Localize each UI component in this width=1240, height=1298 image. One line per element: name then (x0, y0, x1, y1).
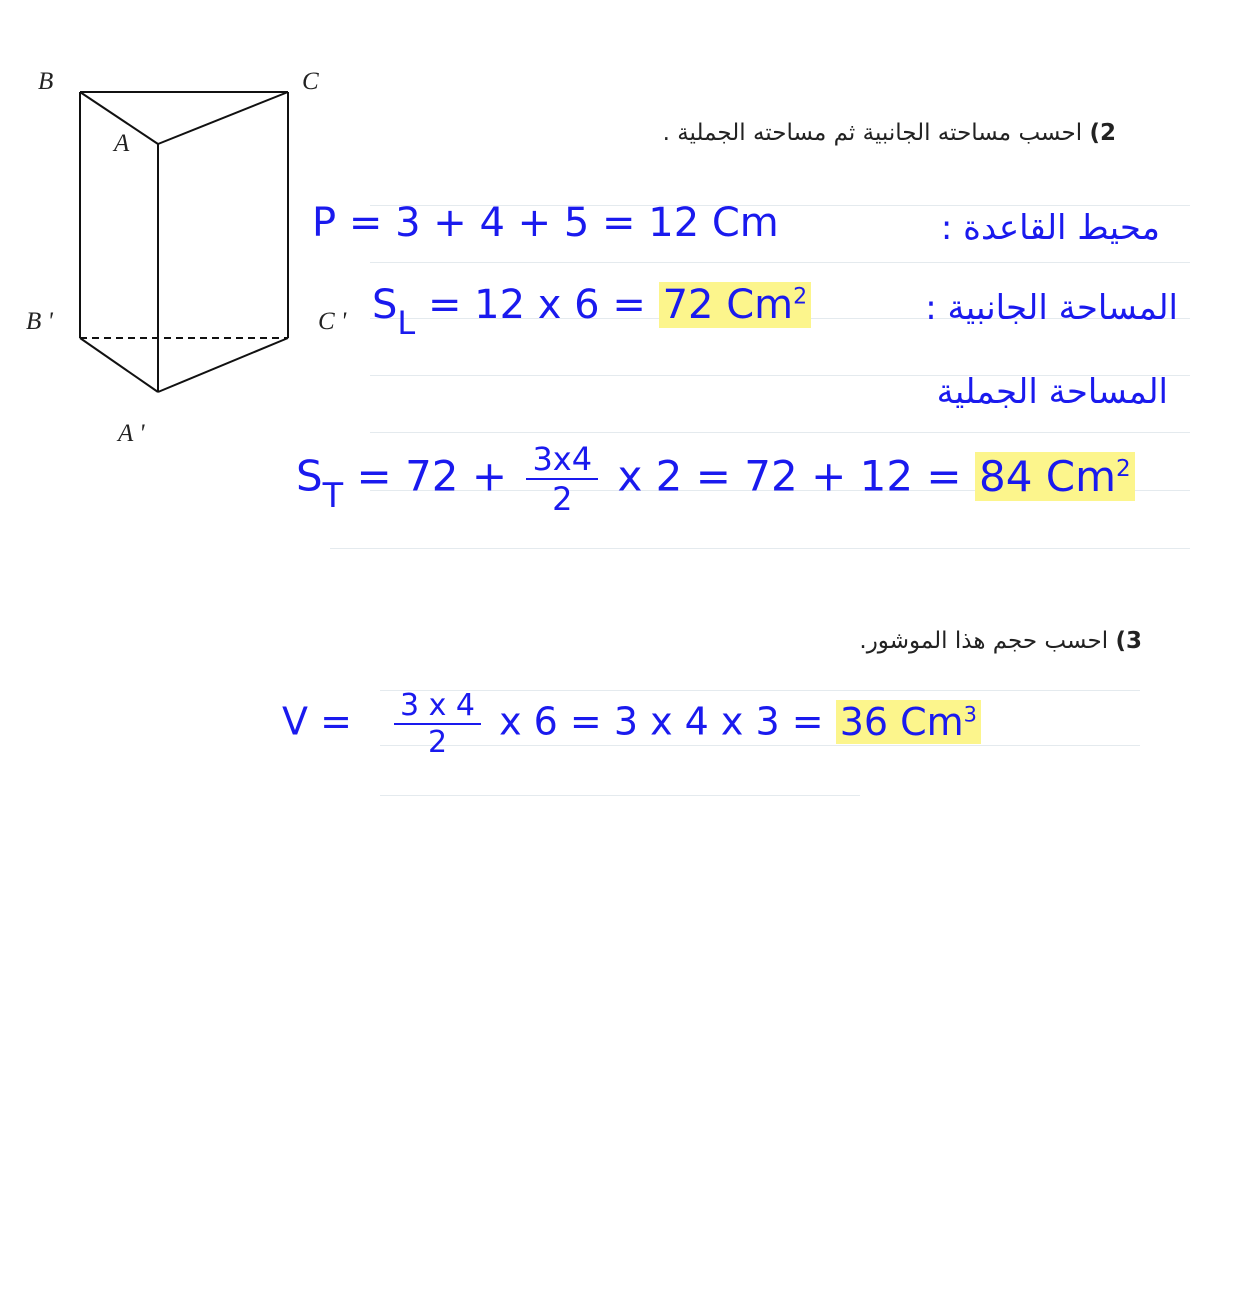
total-fraction-numerator: 3x4 (526, 440, 598, 480)
perimeter-formula: P = 3 + 4 + 5 = 12 Cm (312, 200, 779, 246)
total-area-label: المساحة الجملية (936, 372, 1168, 412)
lateral-symbol: S (372, 282, 398, 328)
total-result-highlight (975, 452, 1135, 501)
perimeter-label: محيط القاعدة : (940, 208, 1160, 248)
lateral-expression: = 12 x 6 = (427, 282, 646, 328)
question-3-number: 3) (1115, 628, 1142, 654)
vertex-label-b: B (38, 68, 54, 95)
vertex-label-c-prime: C ' (318, 308, 347, 335)
lateral-result-highlight (659, 282, 812, 328)
volume-fraction (394, 688, 481, 760)
total-expression-part1: = 72 + (356, 451, 508, 501)
total-area-formula (296, 440, 1135, 518)
lateral-result: 72 Cm (662, 282, 794, 328)
volume-expression: x 6 = 3 x 4 x 3 = (499, 699, 824, 744)
total-expression-part2: x 2 = 72 + 12 = (617, 451, 962, 501)
vertex-label-a: A (114, 130, 130, 157)
total-fraction (526, 440, 598, 518)
lateral-area-label: المساحة الجانبية : (925, 288, 1178, 328)
lateral-area-formula (372, 282, 811, 342)
question-2-text: احسب مساحته الجانبية ثم مساحته الجملية . (662, 120, 1083, 146)
volume-fraction-denominator: 2 (427, 725, 448, 760)
volume-fraction-numerator: 3 x 4 (394, 688, 481, 725)
total-result-exponent: 2 (1116, 455, 1131, 482)
total-result: 84 Cm (978, 451, 1117, 501)
vertex-label-c: C (302, 68, 319, 95)
vertex-label-b-prime: B ' (26, 308, 53, 335)
volume-result-exponent: 3 (963, 701, 977, 726)
question-2 (663, 120, 1116, 146)
volume-result: 36 Cm (839, 699, 964, 744)
question-2-number: 2) (1089, 120, 1116, 146)
total-subscript: T (322, 476, 344, 516)
question-3 (859, 628, 1142, 654)
question-3-text: احسب حجم هذا الموشور. (859, 628, 1109, 654)
volume-symbol: V = (282, 699, 352, 744)
volume-result-highlight (836, 700, 981, 744)
volume-formula (282, 688, 981, 760)
total-symbol: S (296, 451, 323, 501)
vertex-label-a-prime: A ' (118, 420, 145, 447)
lateral-subscript: L (397, 304, 416, 342)
total-fraction-denominator: 2 (552, 480, 573, 518)
lateral-result-exponent: 2 (793, 284, 808, 310)
